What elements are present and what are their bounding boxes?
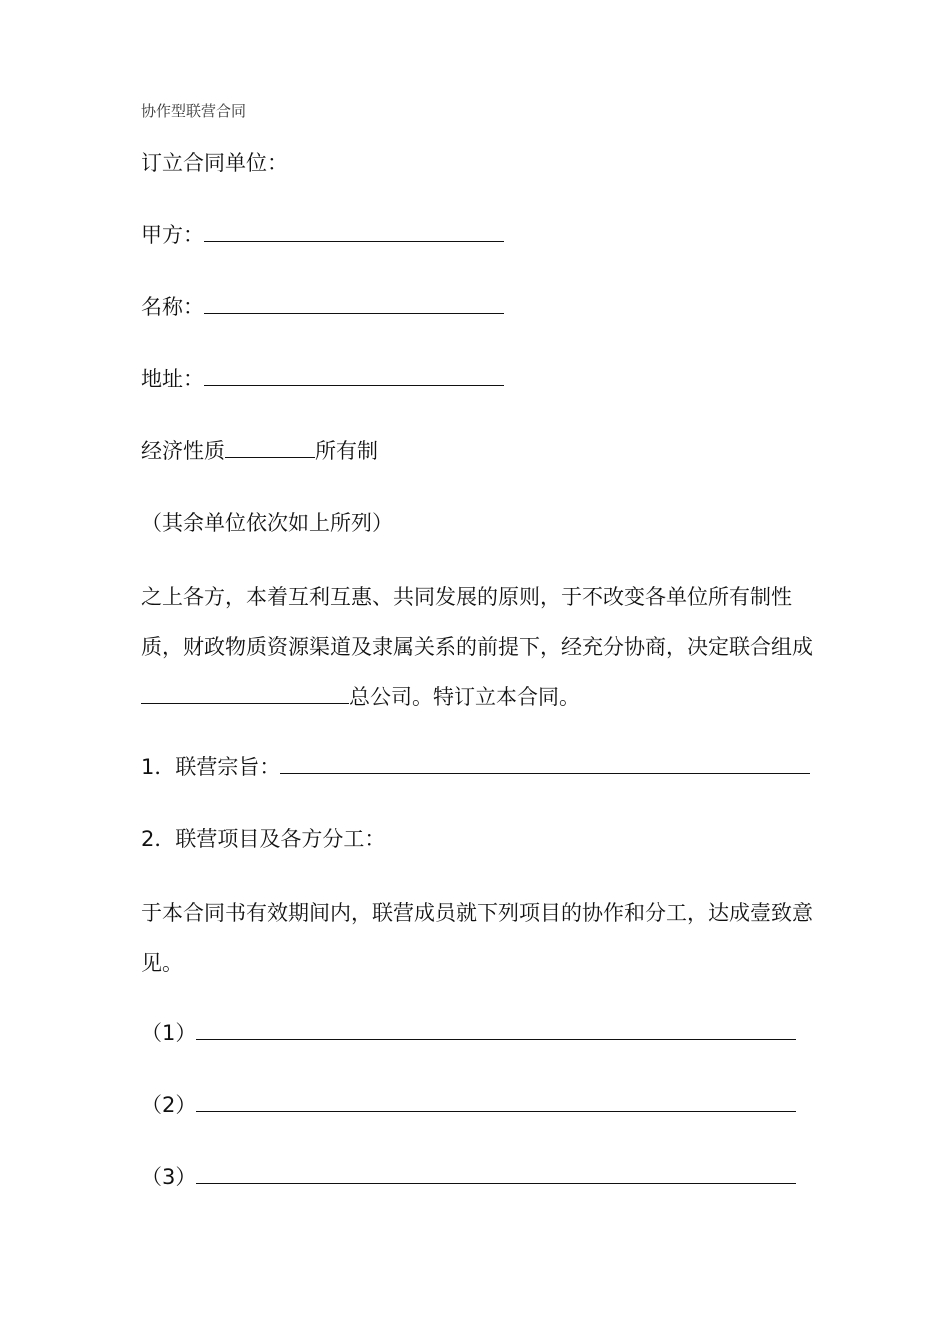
item-2-row [141,1091,796,1119]
party-a-blank[interactable] [204,223,504,242]
ownership-blank[interactable] [225,439,315,458]
item-2-blank[interactable] [196,1093,796,1112]
name-label: 名称： [141,295,204,319]
party-a-row [141,221,504,249]
ownership-prefix: 经济性质 [141,439,225,463]
item-2-label: （2） [141,1093,197,1117]
company-name-blank[interactable] [141,685,349,704]
ownership-row [141,437,378,465]
parties-heading: 订立合同单位： [141,151,288,175]
item-3-blank[interactable] [196,1165,796,1184]
item-1-blank[interactable] [196,1021,796,1040]
party-a-label: 甲方： [141,223,204,247]
item-1-label: （1） [141,1021,197,1045]
name-blank[interactable] [204,295,504,314]
address-blank[interactable] [204,367,504,386]
ownership-suffix: 所有制 [315,439,378,463]
clause-2-paragraph: 于本合同书有效期间内，联营成员就下列项目的协作和分工，达成壹致意见。 [141,901,813,975]
document-title: 协作型联营合同 [141,102,247,120]
name-row [141,293,504,321]
address-label: 地址： [141,367,204,391]
preamble-text: 之上各方，本着互利互惠、共同发展的原则，于不改变各单位所有制性质，财政物质资源渠道及隶属关系的前提下，经充分协商，决定联合组成 [141,585,813,659]
other-units-note: （其余单位依次如上所列） [141,511,393,535]
clause-1-label: 1．联营宗旨： [141,755,281,779]
preamble-paragraph [141,572,819,722]
preamble-ending: 总公司。特订立本合同。 [349,685,580,709]
clause-1-blank[interactable] [280,755,810,774]
item-3-row [141,1163,796,1191]
item-1-row [141,1019,796,1047]
item-3-label: （3） [141,1165,197,1189]
clause-2-heading: 2．联营项目及各方分工： [141,827,386,851]
address-row [141,365,504,393]
clause-1-row [141,753,810,781]
